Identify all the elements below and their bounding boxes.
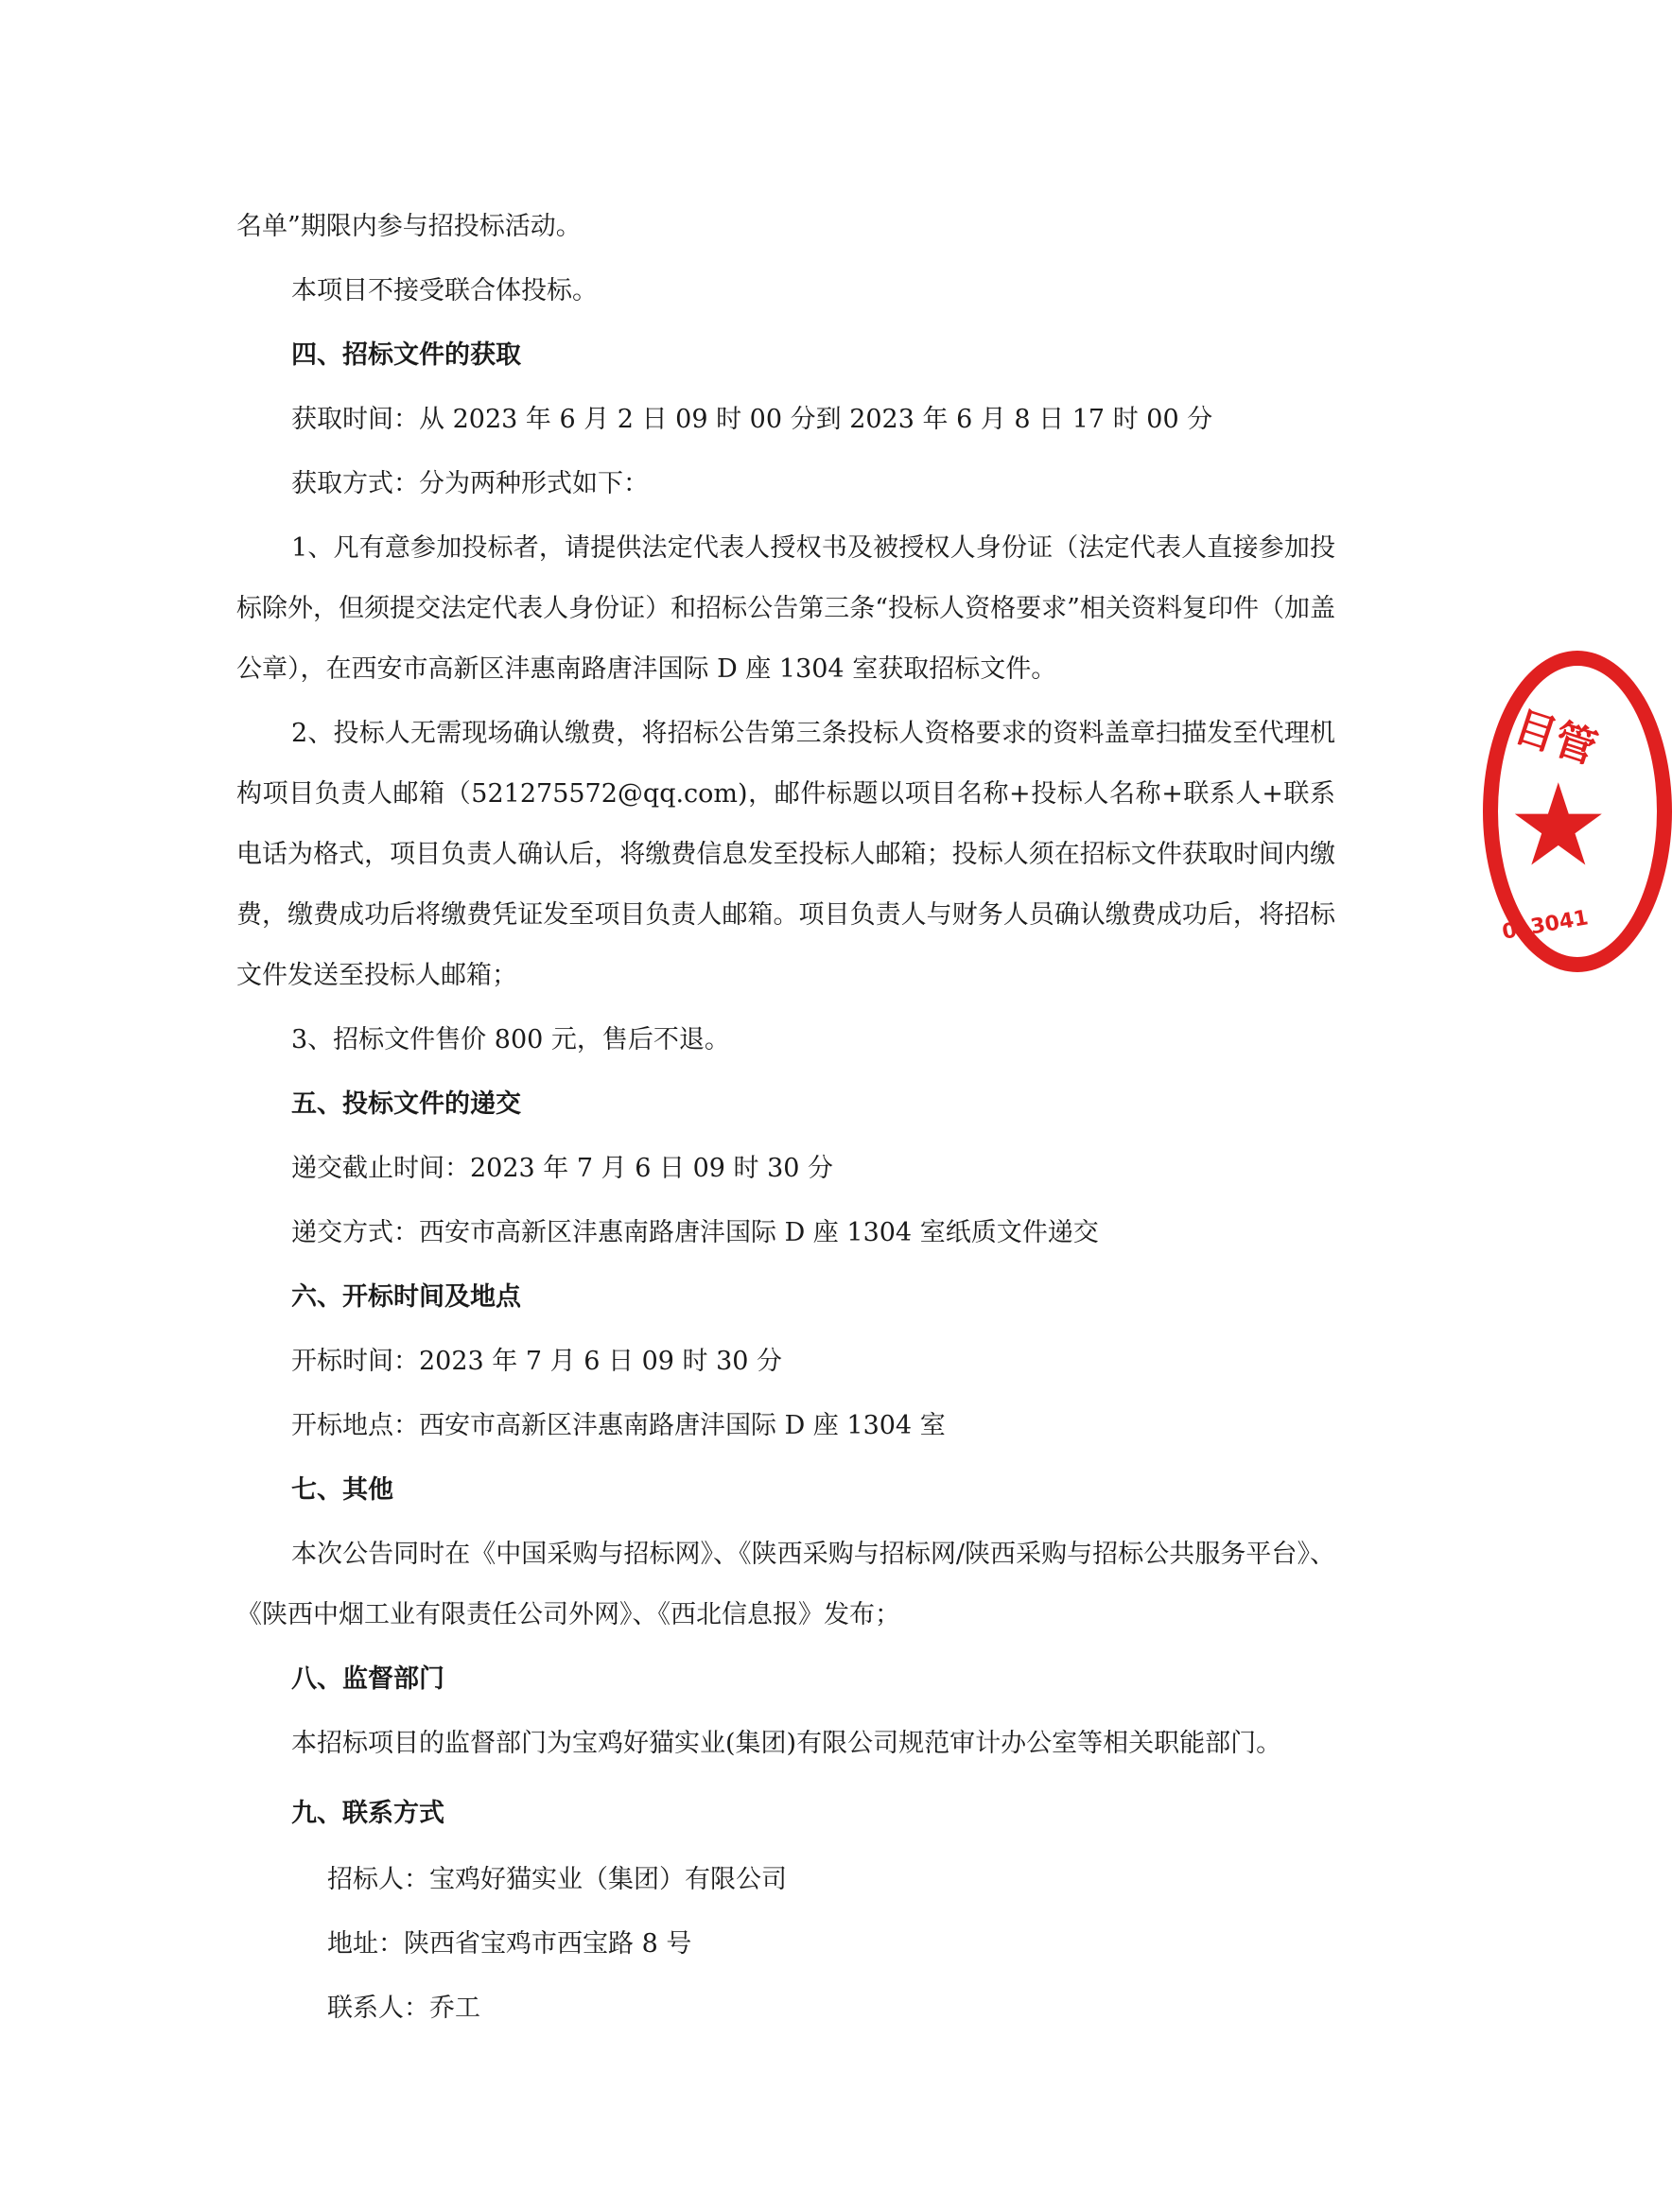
contact-line: 地址：陕西省宝鸡市西宝路 8 号 bbox=[327, 1929, 692, 1959]
contact-line: 联系人：乔工 bbox=[327, 1994, 480, 2023]
official-seal bbox=[1483, 651, 1672, 972]
section-heading: 八、监督部门 bbox=[291, 1664, 444, 1694]
seal-number: 013041 bbox=[1500, 906, 1591, 945]
paragraph: 递交截止时间：2023 年 7 月 6 日 09 时 30 分 bbox=[291, 1154, 834, 1183]
paragraph: 本次公告同时在《中国采购与招标网》、《陕西采购与招标网/陕西采购与招标公共服务平台》、《陕西中烟工业有限责任公司外网》、《西北信息报》发布； bbox=[236, 1540, 1335, 1629]
paragraph: 开标时间：2023 年 7 月 6 日 09 时 30 分 bbox=[291, 1347, 783, 1376]
section-heading: 七、其他 bbox=[291, 1475, 393, 1505]
paragraph: 获取时间：从 2023 年 6 月 2 日 09 时 00 分到 2023 年 6 月 8 日 17 时 00 分 bbox=[291, 405, 1213, 434]
section-heading: 五、投标文件的递交 bbox=[291, 1089, 521, 1119]
document-body bbox=[236, 197, 1335, 2041]
section-heading: 四、招标文件的获取 bbox=[291, 340, 521, 370]
paragraph: 本招标项目的监督部门为宝鸡好猫实业(集团)有限公司规范审计办公室等相关职能部门。 bbox=[291, 1729, 1282, 1758]
paragraph: 本项目不接受联合体投标。 bbox=[291, 276, 598, 305]
section-heading: 九、联系方式 bbox=[291, 1799, 444, 1828]
paragraph: 递交方式：西安市高新区沣惠南路唐沣国际 D 座 1304 室纸质文件递交 bbox=[291, 1218, 1099, 1247]
paragraph: 2、投标人无需现场确认缴费，将招标公告第三条投标人资格要求的资料盖章扫描发至代理机构项目负责人邮箱（521275572@qq.com)，邮件标题以项目名称+投标人名称+联系人+联系电话为格式，项目负责人确认后，将缴费信息发至投标人邮箱；投标人须在招标文件获取时间内缴费，缴费成功后将缴费凭证发至项目负责人邮箱。项目负责人与财务人员确认缴费成功后，将招标文件发送至投标人邮箱； bbox=[236, 719, 1335, 990]
paragraph: 名单”期限内参与招投标活动。 bbox=[236, 212, 582, 241]
paragraph: 开标地点：西安市高新区沣惠南路唐沣国际 D 座 1304 室 bbox=[291, 1411, 946, 1440]
contact-line: 招标人：宝鸡好猫实业（集团）有限公司 bbox=[327, 1865, 787, 1894]
seal-text: 目管 bbox=[1507, 702, 1603, 775]
star-icon: ★ bbox=[1507, 760, 1610, 892]
section-heading: 六、开标时间及地点 bbox=[291, 1282, 521, 1312]
paragraph: 获取方式：分为两种形式如下： bbox=[291, 469, 649, 498]
paragraph: 1、凡有意参加投标者，请提供法定代表人授权书及被授权人身份证（法定代表人直接参加投标除外，但须提交法定代表人身份证）和招标公告第三条“投标人资格要求”相关资料复印件（加盖公章），在西安市高新区沣惠南路唐沣国际 D 座 1304 室获取招标文件。 bbox=[236, 533, 1335, 684]
paragraph: 3、招标文件售价 800 元，售后不退。 bbox=[291, 1025, 730, 1054]
